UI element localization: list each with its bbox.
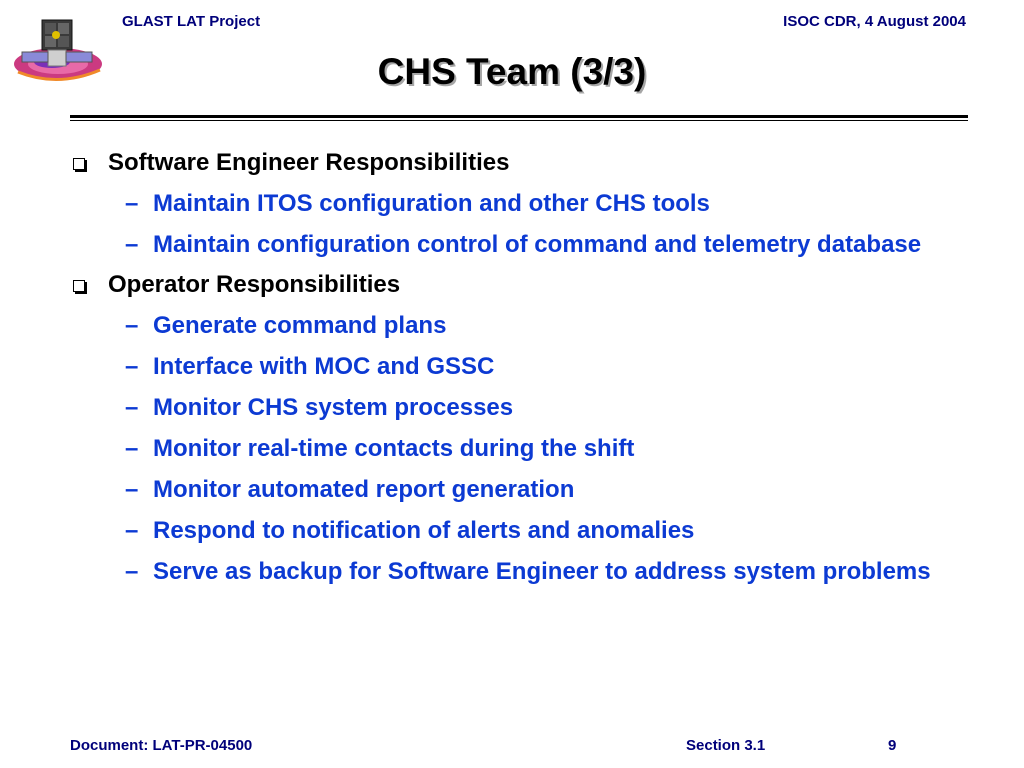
section-heading-text: Operator Responsibilities — [108, 271, 401, 298]
list-item-text: Maintain ITOS configuration and other CHS tools — [153, 190, 710, 217]
list-item-text: Respond to notification of alerts and anomalies — [153, 517, 695, 544]
document-number: Document: LAT-PR-04500 — [70, 737, 253, 754]
dash-bullet-icon: – — [125, 476, 139, 503]
list-item — [72, 473, 972, 507]
dash-bullet-icon: – — [125, 394, 139, 421]
list-item — [72, 555, 972, 589]
list-item-text: Generate command plans — [153, 312, 447, 339]
dash-bullet-icon: – — [125, 231, 139, 258]
bullet-list — [72, 146, 972, 589]
dash-bullet-icon: – — [125, 190, 139, 217]
list-item-text: Serve as backup for Software Engineer to address system problems — [153, 558, 931, 585]
list-item-text: Interface with MOC and GSSC — [153, 353, 495, 380]
list-item-text: Maintain configuration control of command and telemetry database — [153, 231, 922, 258]
list-item — [72, 514, 972, 548]
dash-bullet-icon: – — [125, 312, 139, 339]
section-heading — [72, 268, 972, 302]
list-item-text: Monitor automated report generation — [153, 476, 575, 503]
review-date: ISOC CDR, 4 August 2004 — [783, 13, 966, 30]
dash-bullet-icon: – — [125, 353, 139, 380]
list-item — [72, 187, 972, 221]
slide-title: CHS Team (3/3) — [377, 51, 647, 92]
section-heading — [72, 146, 972, 180]
list-item — [72, 228, 972, 262]
square-bullet-icon — [73, 158, 85, 170]
list-item — [72, 309, 972, 343]
list-item — [72, 391, 972, 425]
list-item-text: Monitor real-time contacts during the shift — [153, 435, 635, 462]
square-bullet-icon — [73, 280, 85, 292]
list-item-text: Monitor CHS system processes — [153, 394, 514, 421]
dash-bullet-icon: – — [125, 435, 139, 462]
dash-bullet-icon: – — [125, 558, 139, 585]
list-item — [72, 432, 972, 466]
dash-bullet-icon: – — [125, 517, 139, 544]
project-name: GLAST LAT Project — [122, 13, 261, 30]
title-divider-thin — [70, 120, 968, 121]
list-item — [72, 350, 972, 384]
section-heading-text: Software Engineer Responsibilities — [108, 149, 510, 176]
title-divider-thick — [70, 115, 968, 118]
section-number: Section 3.1 — [686, 737, 766, 754]
page-number: 9 — [888, 737, 897, 754]
